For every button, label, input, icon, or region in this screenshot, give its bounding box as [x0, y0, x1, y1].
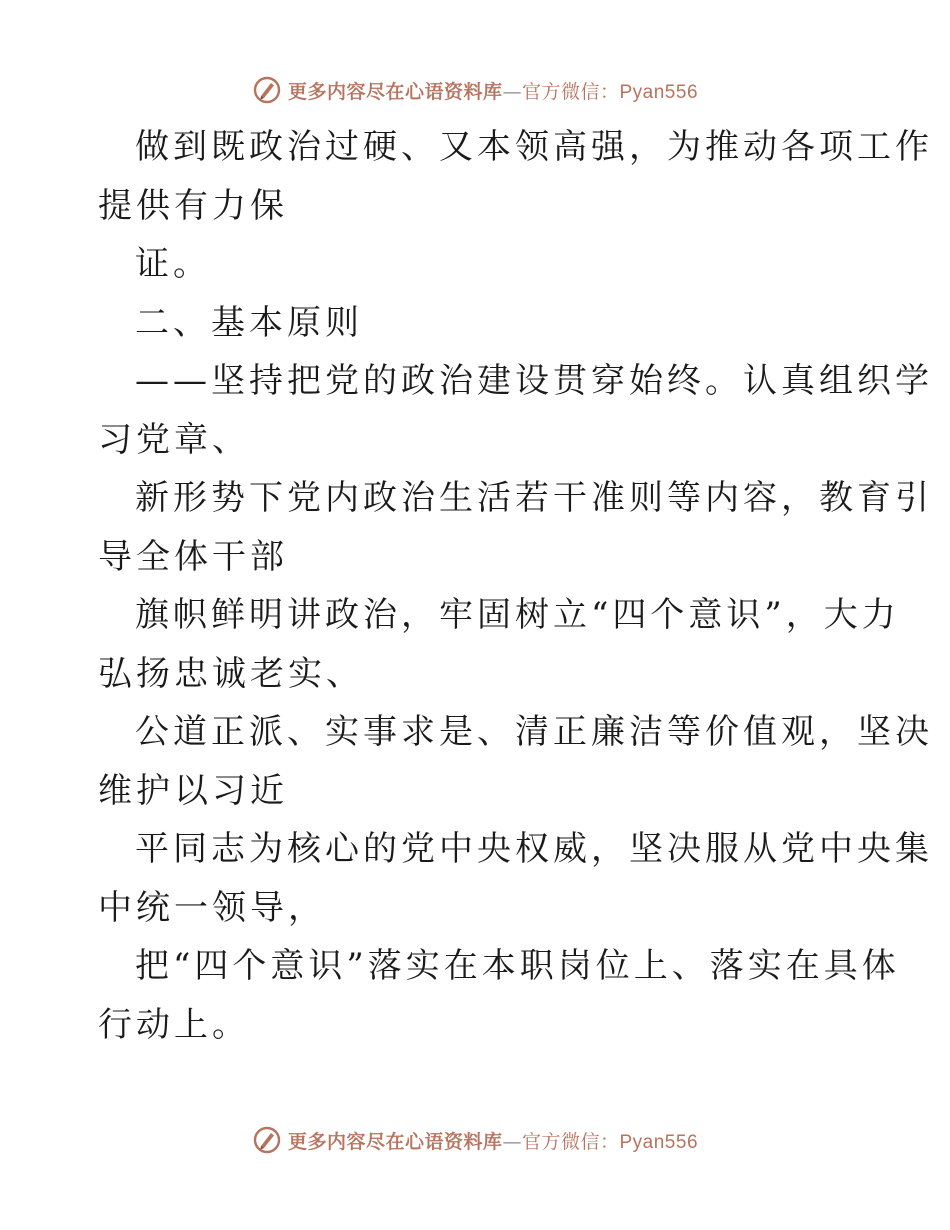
body-line: 做到既政治过硬、又本领高强，为推动各项工作: [135, 127, 933, 167]
header-banner-wechat: 官方微信：Pyan556: [522, 81, 699, 103]
body-line: 新形势下党内政治生活若干准则等内容，教育引: [135, 478, 933, 518]
header-banner-site: 更多内容尽在心语资料库: [287, 80, 503, 103]
header-banner: [0, 72, 950, 108]
document-body: [98, 118, 933, 1054]
body-line: 旗帜鲜明讲政治，牢固树立“四个意识”，大力: [135, 595, 900, 635]
body-line: 提供有力保: [98, 185, 288, 226]
body-line: ——坚持把党的政治建设贯穿始终。认真组织学: [135, 361, 933, 401]
body-line: 公道正派、实事求是、清正廉洁等价值观，坚决: [135, 712, 933, 752]
header-banner-text: [288, 77, 698, 104]
body-line: 证。: [135, 244, 211, 284]
footer-banner-content: [252, 1125, 698, 1155]
footer-banner: [0, 1122, 950, 1158]
body-line: 弘扬忠诚老实、: [98, 653, 364, 694]
header-banner-content: [252, 75, 698, 105]
body-line: 习党章、: [98, 419, 250, 460]
body-line: 行动上。: [98, 1004, 250, 1045]
pen-circle-logo-icon: [252, 1125, 282, 1155]
footer-banner-wechat: 官方微信：Pyan556: [522, 1131, 699, 1153]
header-banner-dash: —: [502, 80, 522, 103]
footer-banner-dash: —: [502, 1130, 522, 1153]
body-line: 中统一领导，: [98, 887, 326, 928]
section-heading: 二、基本原则: [135, 302, 363, 343]
body-line: 导全体干部: [98, 536, 288, 577]
pen-circle-logo-icon: [252, 75, 282, 105]
footer-banner-site: 更多内容尽在心语资料库: [287, 1130, 503, 1153]
body-line: 维护以习近: [98, 770, 288, 811]
footer-banner-text: [288, 1127, 698, 1154]
body-line: 平同志为核心的党中央权威，坚决服从党中央集: [135, 829, 933, 869]
body-line: 把“四个意识”落实在本职岗位上、落实在具体: [135, 946, 900, 986]
